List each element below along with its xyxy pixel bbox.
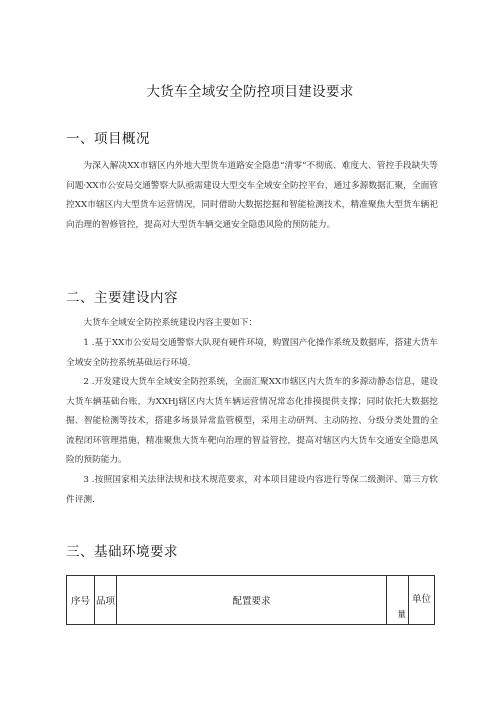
section-heading-environment: 三、基础环境要求 bbox=[66, 544, 178, 560]
section-heading-construction: 二、主要建设内容 bbox=[66, 290, 178, 306]
environment-table bbox=[66, 575, 435, 625]
header-no: 序号 bbox=[67, 576, 95, 625]
qty-label: 量 bbox=[397, 610, 406, 620]
header-item: 品项 bbox=[95, 576, 117, 625]
overview-paragraph: 为深入解决XX市辖区内外地大型货车道路安全隐患“清零”不彻底、难度大、管控手段缺失等问题·XX市公安局交通警察大队亟需建设大型交车全域安全防控平台，通过多源数据汇聚，全面管控XX市辖区内大型货车运营情况，同时借助大数据挖掘和智能检测技术，精准聚焦大型货车辆祀向治理的智修管控，提高对大型货车辆交通安全隐患风险的预防能力。 bbox=[66, 161, 438, 230]
construction-item-2: 2 .开发建设大货车全域安全防控系统，全面汇聚XX市辖区内大货车的多源动静态信息，建设大货车辆基础台账，为XXHj辖区内大货车辆运营情况常态化排摸提供支撑；同时依托大数据挖掘、智能检测等技术，搭建多场景异常监管模型，采用主动研判、主动防控、分级分类处置的全流程闭环管理措施，精准聚焦大货车靶向治理的智益管控，提高对辖区内大货车交通安全隐患风险的预防能力。 bbox=[66, 377, 438, 465]
section-heading-overview: 一、项目概况 bbox=[66, 131, 150, 147]
table-header-row bbox=[67, 576, 435, 625]
construction-item-3: 3 .按照国家相关法律法规和技术规范要求，对本项目建设内容进行等保二级测评、第三方软件评测. bbox=[66, 475, 438, 505]
construction-item-1: 1 .基于XX市公安局交通警察大队现有硬件环境，购置国产化操作系统及数据库，搭建大货车全域安全防控系统基础运行环境. bbox=[66, 338, 438, 368]
construction-intro: 大货车全域安全防控系统建设内容主要如下： bbox=[83, 318, 258, 328]
header-unit: 单位 bbox=[409, 576, 435, 625]
header-config: 配置要求 bbox=[117, 576, 387, 625]
document-title: 大货车全域安全防控项目建设要求 bbox=[146, 84, 354, 100]
header-qty bbox=[387, 576, 409, 625]
